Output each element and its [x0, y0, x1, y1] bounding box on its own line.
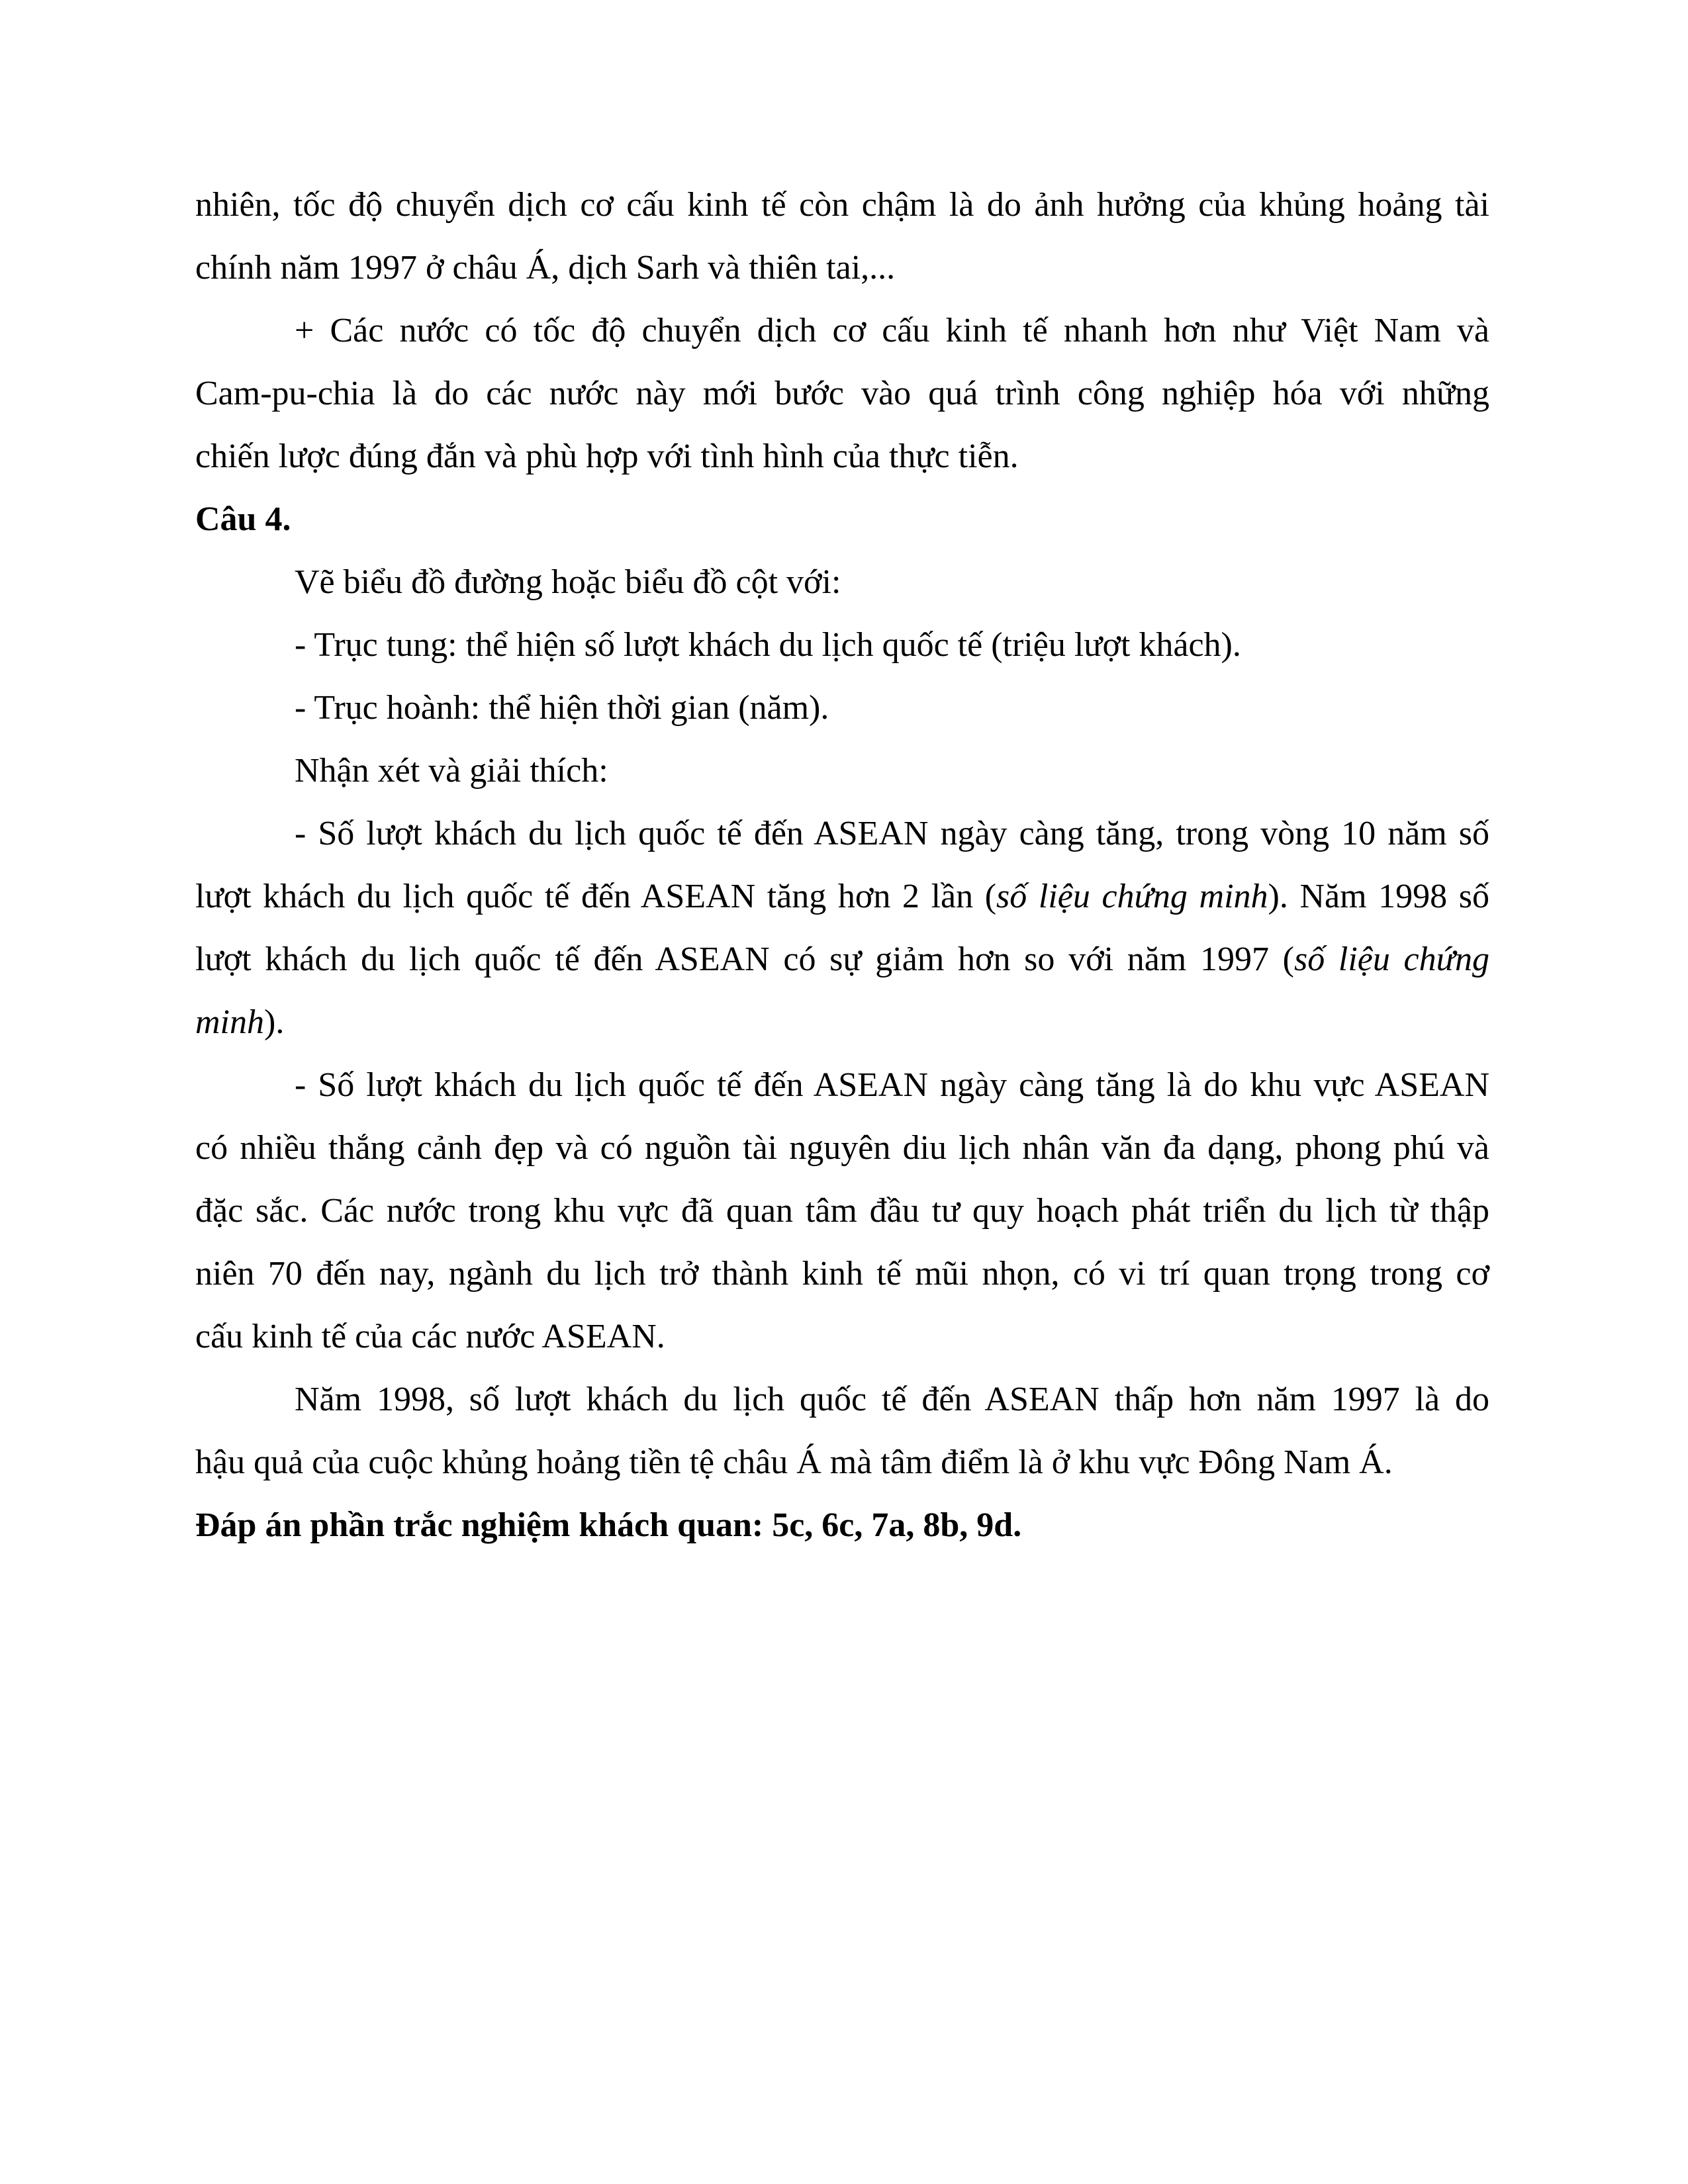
text-line: [195, 865, 1489, 928]
text-line: [195, 802, 1489, 865]
text-run: Câu 4.: [195, 500, 291, 538]
text-line: [195, 1116, 1489, 1179]
text-line: [195, 1054, 1489, 1116]
text-line: [195, 928, 1489, 991]
text-line: [195, 173, 1489, 236]
text-run: - Trục hoành: thể hiện thời gian (năm).: [295, 689, 829, 727]
text-line: [195, 1368, 1489, 1431]
text-run: Đáp án phần trắc nghiệm khách quan: 5c, 6c, 7a, 8b, 9d.: [195, 1506, 1022, 1544]
text-line: [195, 739, 1489, 802]
text-line: [195, 1494, 1489, 1557]
text-run: lượt khách du lịch quốc tế đến ASEAN có sự giảm hơn so với năm 1997 (: [195, 940, 1294, 978]
text-run: đặc sắc. Các nước trong khu vực đã quan tâm đầu tư quy hoạch phát triển du lịch từ thập: [195, 1192, 1489, 1230]
text-run: - Số lượt khách du lịch quốc tế đến ASEAN ngày càng tăng là do khu vực ASEAN: [295, 1066, 1489, 1104]
text-line: [195, 1305, 1489, 1368]
text-run: có nhiều thắng cảnh đẹp và có nguồn tài nguyên diu lịch nhân văn đa dạng, phong phú và: [195, 1129, 1489, 1167]
text-line: [195, 236, 1489, 299]
text-run: cấu kinh tế của các nước ASEAN.: [195, 1318, 665, 1355]
text-run: - Số lượt khách du lịch quốc tế đến ASEAN ngày càng tăng, trong vòng 10 năm số: [295, 815, 1489, 852]
text-line: [195, 1431, 1489, 1494]
text-line: [195, 299, 1489, 362]
text-line: [195, 614, 1489, 676]
text-run: + Các nước có tốc độ chuyển dịch cơ cấu kinh tế nhanh hơn như Việt Nam và: [295, 312, 1489, 349]
text-run: Cam-pu-chia là do các nước này mới bước vào quá trình công nghiệp hóa với những: [195, 375, 1489, 412]
text-run: ). Năm 1998 số: [1268, 878, 1489, 915]
italic-text-run: số liệu chứng: [1293, 940, 1489, 978]
text-run: Năm 1998, số lượt khách du lịch quốc tế đến ASEAN thấp hơn năm 1997 là do: [295, 1381, 1489, 1418]
text-line: [195, 425, 1489, 488]
text-line: [195, 991, 1489, 1054]
text-line: [195, 676, 1489, 739]
text-run: ).: [264, 1003, 285, 1041]
text-run: niên 70 đến nay, ngành du lịch trở thành kinh tế mũi nhọn, có vi trí quan trọng trong cơ: [195, 1255, 1489, 1293]
text-run: - Trục tung: thể hiện số lượt khách du lịch quốc tế (triệu lượt khách).: [295, 626, 1241, 664]
text-run: lượt khách du lịch quốc tế đến ASEAN tăng hơn 2 lần (: [195, 878, 997, 915]
text-run: Vẽ biểu đồ đường hoặc biểu đồ cột với:: [295, 563, 841, 601]
text-run: chiến lược đúng đắn và phù hợp với tình hình của thực tiễn.: [195, 437, 1019, 475]
text-line: [195, 362, 1489, 425]
text-line: [195, 1242, 1489, 1305]
text-run: hậu quả của cuộc khủng hoảng tiền tệ châu Á mà tâm điểm là ở khu vực Đông Nam Á.: [195, 1443, 1393, 1481]
italic-text-run: số liệu chứng minh: [996, 878, 1268, 915]
text-line: [195, 488, 1489, 551]
document-text-body: [195, 173, 1489, 1557]
text-run: Nhận xét và giải thích:: [295, 752, 608, 790]
italic-text-run: minh: [195, 1003, 264, 1041]
text-line: [195, 551, 1489, 614]
text-run: chính năm 1997 ở châu Á, dịch Sarh và thiên tai,...: [195, 249, 896, 287]
text-line: [195, 1179, 1489, 1242]
text-run: nhiên, tốc độ chuyển dịch cơ cấu kinh tế còn chậm là do ảnh hưởng của khủng hoảng tài: [195, 186, 1489, 224]
